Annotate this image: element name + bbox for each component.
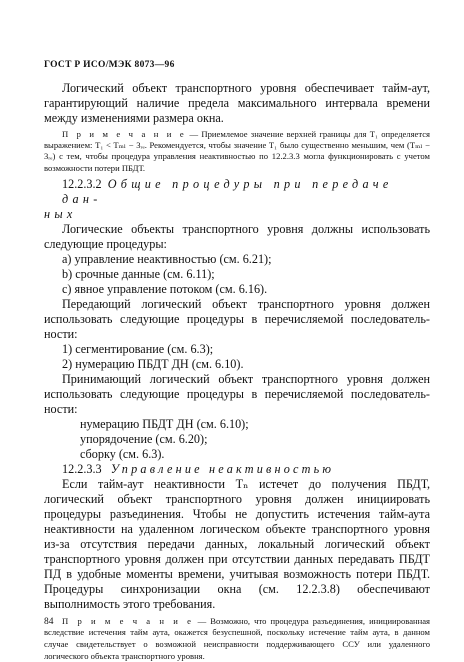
list-item: a) управление неактивностью (см. 6.21); bbox=[62, 251, 272, 266]
section-12-2-3-3-heading bbox=[44, 462, 430, 477]
list-item: упорядочение (см. 6.20); bbox=[80, 431, 208, 446]
list-item: c) явное управление потоком (см. 6.16). bbox=[62, 281, 268, 296]
note-label: П р и м е ч а н и е bbox=[62, 615, 194, 626]
list-item: 1) сегментирование (см. 6.3); bbox=[62, 341, 214, 356]
section-number: 12.2.3.3 bbox=[62, 461, 102, 476]
note-disconnect bbox=[44, 616, 430, 662]
paragraph-timeout: Логический объект транспортного уровня обеспечивает тайм-аут, гарантирующий наличие предела максимального интервала времени между изменениями размера окна. bbox=[44, 81, 430, 125]
paragraph-sending-entity: Передающий логический объект транспортного уровня должен использовать следующие процедуры в перечисляемой последователь-ности: bbox=[44, 296, 430, 341]
section-title: Общие процедуры при передаче дан- bbox=[62, 176, 393, 206]
note-text: — Приемлемое значение верхней границы для T₁ определяется выражением: T₁ < Tₘₗ − 3ᵣₑ. Рекомендуется, чтобы значение T₁ было существенно меньшим, чем (Tₘₗ − 3ᵣₑ) с тем, чтобы процедура управления неактивностью по 12.2.3.3 могла функционировать с учетом возможности потери ПБДТ. bbox=[44, 129, 430, 173]
list-item: 2) нумерацию ПБДТ ДН (см. 6.10). bbox=[62, 356, 244, 371]
paragraph-receiving-entity: Принимающий логический объект транспортного уровня должен использовать следующие процедуры в перечисляемой последователь-ности: bbox=[44, 371, 430, 416]
list-item: сборку (см. 6.3). bbox=[80, 446, 165, 461]
section-title: Управление неактивностью bbox=[110, 461, 335, 476]
page-header: ГОСТ Р ИСО/МЭК 8073—96 bbox=[44, 60, 175, 70]
section-title-continuation: ных bbox=[44, 206, 77, 221]
note-text: — Возможно, что процедура разъединения, инициированная вследствие истечения тайм аута, окажется безуспешной, поскольку истечение тайм аута, в данном случае свидетельствует о возможной неисправности поддерживающего ССУ или удаленного логического объекта транспортного уровня. bbox=[44, 615, 430, 661]
note-label: П р и м е ч а н и е bbox=[62, 129, 187, 139]
list-item: b) срочные данные (см. 6.11); bbox=[62, 266, 215, 281]
paragraph-procedures: Логические объекты транспортного уровня должны использовать следующие процедуры: bbox=[44, 221, 430, 251]
section-number: 12.2.3.2 bbox=[62, 176, 102, 191]
document-body bbox=[44, 81, 430, 662]
page-number: 84 bbox=[44, 617, 54, 627]
note-upper-bound bbox=[44, 129, 430, 174]
section-12-2-3-2-heading bbox=[44, 177, 430, 207]
paragraph-inactivity: Если тайм-аут неактивности Tₙ истечет до получения ПБДТ, логический объект транспортного уровня должен инициировать процедуры разъединения. Чтобы не допустить истечения тайм-аута неактивности на удаленном логическом объекте транспортного уровня из-за отсутствия передачи данных, локальный логический объект транспортного уровня должен при отсутствии данных передавать ПБДТ ПД в удобные моменты времени, учитывая возможность потери ПБДТ. Процедуры синхронизации окна (см. 12.2.3.8) обеспечивают выполнимость этого требования. bbox=[44, 476, 430, 611]
list-item: нумерацию ПБДТ ДН (см. 6.10); bbox=[80, 416, 249, 431]
